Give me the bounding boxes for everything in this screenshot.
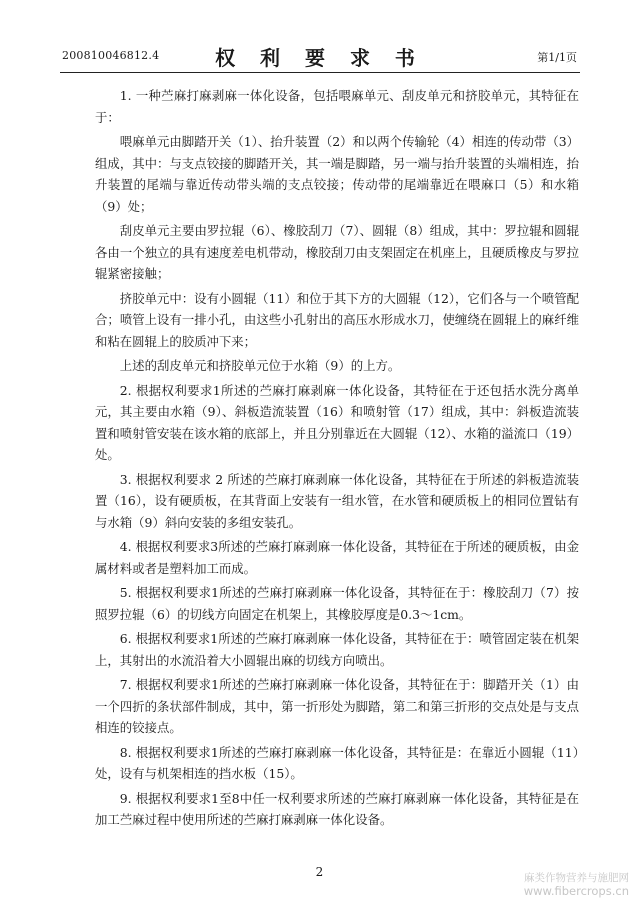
claim-3: 3. 根据权利要求 2 所述的苎麻打麻剥麻一体化设备，其特征在于所述的斜板造流装置（16），设有硬质板，在其背面上安装有一组水管，在水管和硬质板上的相同位置钻有与水箱（9）斜向安装的多组安装孔。 [95,471,579,530]
claim-9: 9. 根据权利要求1至8中任一权利要求所述的苎麻打麻剥麻一体化设备，其特征是在加工苎麻过程中使用所述的苎麻打麻剥麻一体化设备。 [95,790,579,827]
page-label: 第1/1页 [537,51,577,64]
claim-4: 4. 根据权利要求3所述的苎麻打麻剥麻一体化设备，其特征在于所述的硬质板，由金属材料或者是塑料加工而成。 [95,539,579,576]
watermark-site-name: 麻类作物营养与施肥网 [524,872,629,884]
claim-1-scraping-unit: 刮皮单元主要由罗拉辊（6）、橡胶刮刀（7）、圆辊（8）组成，其中：罗拉辊和圆辊各由一个独立的具有速度差电机带动，橡胶刮刀由支架固定在机座上，且硬质橡皮与罗拉辊紧密接触； [95,223,579,281]
application-number: 200810046812.4 [62,49,160,62]
claim-1-squeezing-unit: 挤胶单元中：设有小圆辊（11）和位于其下方的大圆辊（12），它们各与一个喷管配合；喷管上设有一排小孔，由这些小孔射出的高压水形成水刀，使缠绕在圆辊上的麻纤维和粘在圆辊上的胶质冲下来； [95,290,579,349]
page-number: 2 [315,865,324,879]
claim-1-intro: 1. 一种苎麻打麻剥麻一体化设备，包括喂麻单元、刮皮单元和挤胶单元，其特征在于： [95,88,579,125]
claims-body [95,85,579,834]
claim-2: 2. 根据权利要求1所述的苎麻打麻剥麻一体化设备，其特征在于还包括水洗分离单元，其主要由水箱（9）、斜板造流装置（16）和喷射管（17）组成，其中：斜板造流装置和喷射管安装在该水箱的底部上，并且分别靠近在大圆辊（12）、水箱的溢流口（19）处。 [95,382,579,462]
claim-6: 6. 根据权利要求1所述的苎麻打麻剥麻一体化设备，其特征在于：喷管固定装在机架上，其射出的水流沿着大小圆辊出麻的切线方向喷出。 [95,631,579,668]
header-divider [60,72,580,73]
claim-5: 5. 根据权利要求1所述的苎麻打麻剥麻一体化设备，其特征在于：橡胶刮刀（7）按照罗拉辊（6）的切线方向固定在机架上，其橡胶厚度是0.3～1cm。 [95,585,579,622]
watermark-url: www.fibercrops.cn [523,884,629,898]
claim-8: 8. 根据权利要求1所述的苎麻打麻剥麻一体化设备，其特征是：在靠近小圆辊（11）处，设有与机架相连的挡水板（15）。 [95,744,579,781]
claim-7: 7. 根据权利要求1所述的苎麻打麻剥麻一体化设备，其特征在于：脚踏开关（1）由一个四折的条状部件制成，其中，第一折形处为脚踏，第二和第三折形的交点处是与支点相连的铰接点。 [95,677,579,735]
watermark [524,872,629,898]
claim-1-position: 上述的刮皮单元和挤胶单元位于水箱（9）的上方。 [119,358,401,373]
claim-1-feeding-unit: 喂麻单元由脚踏开关（1）、抬升装置（2）和以两个传输轮（4）相连的传动带（3）组成，其中：与支点铰接的脚踏开关，其一端是脚踏，另一端与抬升装置的头端相连，抬升装置的尾端与靠近传动带头端的支点铰接；传动带的尾端靠近在喂麻口（5）和水箱（9）处； [95,134,579,214]
document-title: 权 利 要 求 书 [215,46,424,70]
